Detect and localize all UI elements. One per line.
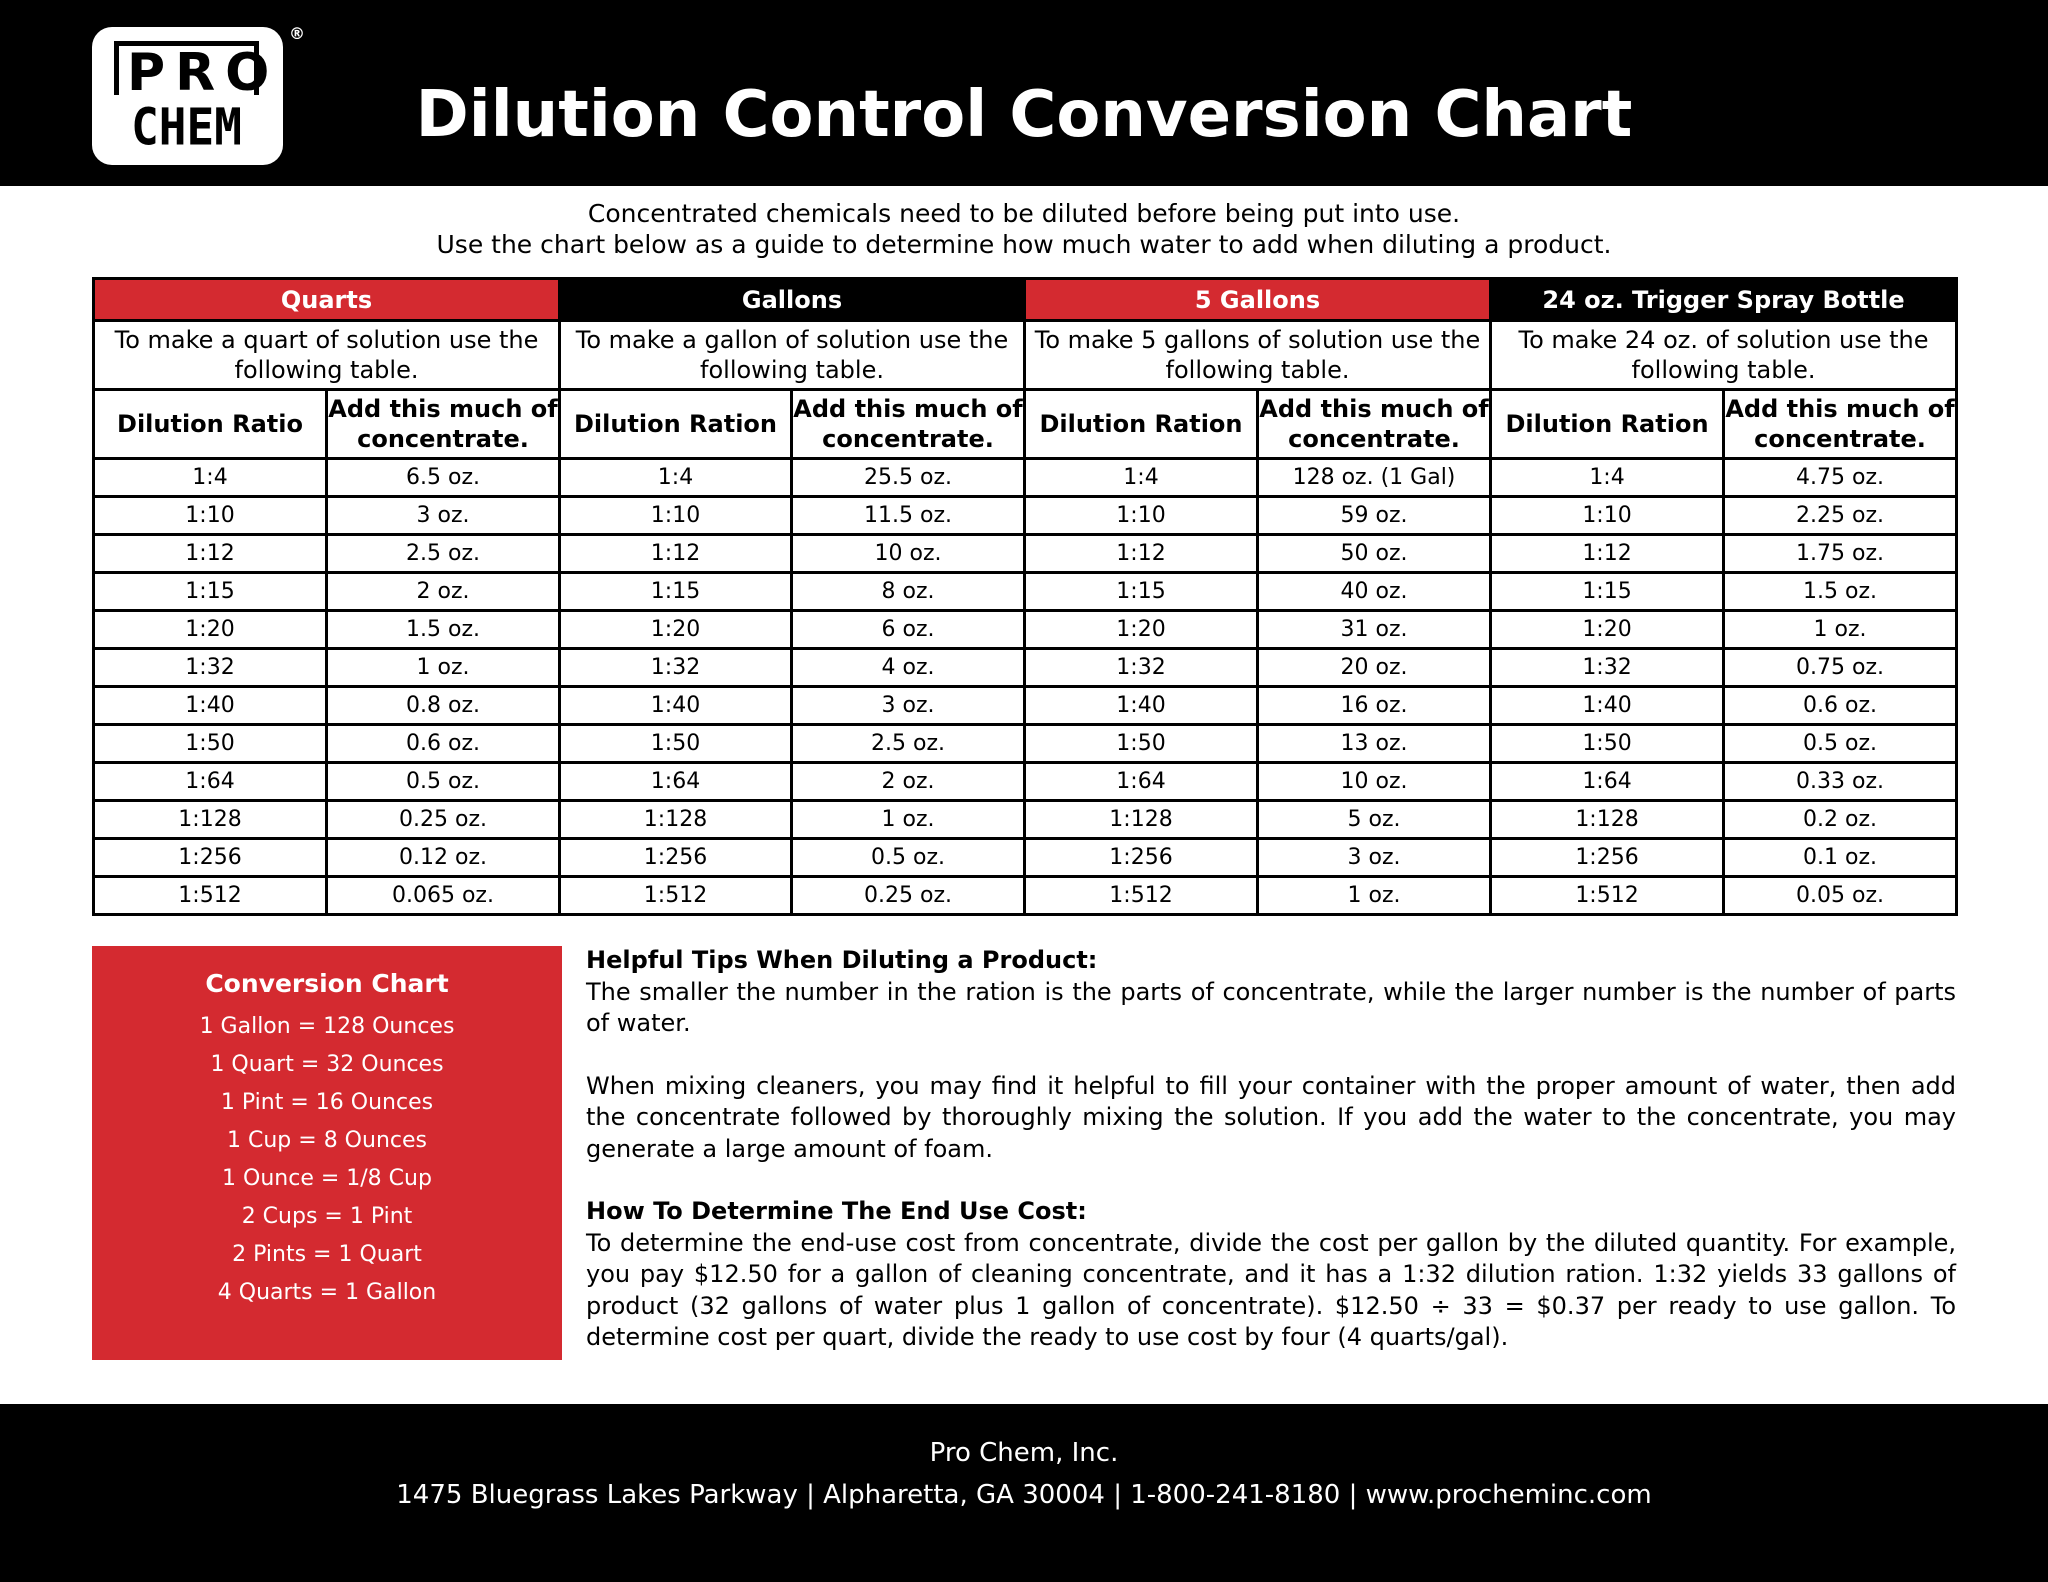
table-row [94,535,1957,573]
ratio-cell: 1:256 [1491,839,1724,877]
ratio-cell: 1:20 [1025,611,1258,649]
amount-cell: 0.33 oz. [1724,763,1957,801]
cost-paragraph: To determine the end-use cost from concentrate, divide the cost per gallon by the diluted quantity. For example, you pay $12.50 for a gallon of cleaning concentrate, and it has a 1:32 dilution ration. 1:32 yields 33 gallons of product (32 gallons of water plus 1 gallon of concentrate). $12.50 ÷ 33 = $0.37 per ready to use gallon. To determine cost per quart, divide the ready to use cost by four (4 quarts/gal). [586,1228,1956,1351]
ratio-cell: 1:4 [1491,459,1724,497]
table-row [94,839,1957,877]
amount-cell: 0.5 oz. [327,763,560,801]
table-row [94,611,1957,649]
column-header-ratio: Dilution Ration [1025,390,1258,459]
ratio-cell: 1:32 [94,649,327,687]
conversion-line: 2 Cups = 1 Pint [241,1204,413,1229]
ratio-cell: 1:15 [1025,573,1258,611]
amount-cell: 1.5 oz. [1724,573,1957,611]
registered-mark: ® [289,24,305,43]
footer-address: 1475 Bluegrass Lakes Parkway | Alpharetta, GA 30004 | 1-800-241-8180 | www.procheminc.com [396,1480,1652,1510]
ratio-cell: 1:64 [560,763,792,801]
amount-cell: 2.5 oz. [327,535,560,573]
conversion-line: 1 Gallon = 128 Ounces [199,1014,455,1039]
ratio-cell: 1:12 [94,535,327,573]
section-title-row [94,279,1957,321]
amount-cell: 3 oz. [792,687,1025,725]
ratio-cell: 1:64 [1025,763,1258,801]
amount-cell: 0.1 oz. [1724,839,1957,877]
column-header-amount: Add this much of concentrate. [1258,390,1491,459]
amount-cell: 1 oz. [1724,611,1957,649]
amount-cell: 16 oz. [1258,687,1491,725]
amount-cell: 0.5 oz. [1724,725,1957,763]
section-desc: To make a gallon of solution use the following table. [560,321,1025,390]
ratio-cell: 1:40 [1491,687,1724,725]
conversion-line: 1 Quart = 32 Ounces [210,1052,444,1077]
ratio-cell: 1:20 [1491,611,1724,649]
section-title-gallons: Gallons [560,279,1025,321]
tips-paragraph: When mixing cleaners, you may find it helpful to fill your container with the proper amount of water, then add the concentrate followed by thoroughly mixing the solution. If you add the water to the concentrate, you may generate a large amount of foam. [586,1071,1956,1163]
logo-chem-text: CHEM [131,97,242,157]
conversion-chart-title: Conversion Chart [205,969,449,998]
amount-cell: 25.5 oz. [792,459,1025,497]
ratio-cell: 1:12 [560,535,792,573]
amount-cell: 0.75 oz. [1724,649,1957,687]
amount-cell: 1 oz. [327,649,560,687]
table-row [94,687,1957,725]
amount-cell: 1.75 oz. [1724,535,1957,573]
footer-bar [0,1404,2048,1582]
section-desc: To make 5 gallons of solution use the following table. [1025,321,1491,390]
amount-cell: 0.5 oz. [792,839,1025,877]
tips-paragraph: The smaller the number in the ration is the parts of concentrate, while the larger number is the number of parts of water. [586,977,1956,1037]
table-row [94,877,1957,915]
ratio-cell: 1:40 [560,687,792,725]
ratio-cell: 1:50 [560,725,792,763]
ratio-cell: 1:512 [1025,877,1258,915]
ratio-cell: 1:512 [94,877,327,915]
amount-cell: 3 oz. [1258,839,1491,877]
footer-company: Pro Chem, Inc. [929,1438,1119,1468]
cost-heading: How To Determine The End Use Cost: [586,1197,1087,1225]
table-row [94,497,1957,535]
ratio-cell: 1:20 [560,611,792,649]
ratio-cell: 1:128 [94,801,327,839]
amount-cell: 1.5 oz. [327,611,560,649]
tips-section [586,945,1956,1354]
amount-cell: 13 oz. [1258,725,1491,763]
ratio-cell: 1:10 [560,497,792,535]
amount-cell: 4.75 oz. [1724,459,1957,497]
amount-cell: 3 oz. [327,497,560,535]
column-header-amount: Add this much of concentrate. [792,390,1025,459]
ratio-cell: 1:50 [1025,725,1258,763]
conversion-line: 1 Ounce = 1/8 Cup [222,1166,432,1191]
ratio-cell: 1:40 [94,687,327,725]
ratio-cell: 1:10 [1491,497,1724,535]
section-title-spray-bottle: 24 oz. Trigger Spray Bottle [1491,279,1957,321]
amount-cell: 0.8 oz. [327,687,560,725]
section-desc: To make a quart of solution use the following table. [94,321,560,390]
ratio-cell: 1:256 [1025,839,1258,877]
ratio-cell: 1:128 [1491,801,1724,839]
ratio-cell: 1:4 [560,459,792,497]
ratio-cell: 1:12 [1491,535,1724,573]
amount-cell: 1 oz. [792,801,1025,839]
amount-cell: 128 oz. (1 Gal) [1258,459,1491,497]
ratio-cell: 1:32 [560,649,792,687]
section-desc: To make 24 oz. of solution use the following table. [1491,321,1957,390]
ratio-cell: 1:15 [560,573,792,611]
amount-cell: 20 oz. [1258,649,1491,687]
intro-line: Concentrated chemicals need to be diluted before being put into use. [587,199,1461,228]
column-header-ratio: Dilution Ratio [94,390,327,459]
amount-cell: 0.6 oz. [1724,687,1957,725]
dilution-table [92,277,1958,916]
amount-cell: 0.05 oz. [1724,877,1957,915]
amount-cell: 11.5 oz. [792,497,1025,535]
amount-cell: 2.25 oz. [1724,497,1957,535]
ratio-cell: 1:4 [1025,459,1258,497]
table-row [94,459,1957,497]
ratio-cell: 1:128 [1025,801,1258,839]
ratio-cell: 1:512 [1491,877,1724,915]
ratio-cell: 1:50 [94,725,327,763]
conversion-line: 2 Pints = 1 Quart [232,1242,422,1267]
ratio-cell: 1:32 [1025,649,1258,687]
amount-cell: 8 oz. [792,573,1025,611]
ratio-cell: 1:64 [94,763,327,801]
amount-cell: 0.12 oz. [327,839,560,877]
ratio-cell: 1:10 [1025,497,1258,535]
column-header-amount: Add this much of concentrate. [327,390,560,459]
ratio-cell: 1:12 [1025,535,1258,573]
amount-cell: 5 oz. [1258,801,1491,839]
table-row [94,573,1957,611]
section-title-quarts: Quarts [94,279,560,321]
column-header-ratio: Dilution Ration [1491,390,1724,459]
amount-cell: 0.25 oz. [327,801,560,839]
amount-cell: 10 oz. [792,535,1025,573]
ratio-cell: 1:4 [94,459,327,497]
page-title [0,75,2048,155]
amount-cell: 59 oz. [1258,497,1491,535]
tips-heading: Helpful Tips When Diluting a Product: [586,946,1098,974]
page-title-text: Dilution Control Conversion Chart [415,78,1633,152]
amount-cell: 0.065 oz. [327,877,560,915]
amount-cell: 10 oz. [1258,763,1491,801]
table-row [94,725,1957,763]
ratio-cell: 1:10 [94,497,327,535]
ratio-cell: 1:50 [1491,725,1724,763]
amount-cell: 6.5 oz. [327,459,560,497]
amount-cell: 40 oz. [1258,573,1491,611]
table-row [94,763,1957,801]
ratio-cell: 1:32 [1491,649,1724,687]
ratio-cell: 1:15 [1491,573,1724,611]
ratio-cell: 1:128 [560,801,792,839]
ratio-cell: 1:256 [94,839,327,877]
intro-text [0,198,2048,260]
amount-cell: 2 oz. [327,573,560,611]
amount-cell: 0.25 oz. [792,877,1025,915]
header-bar [0,0,2048,186]
ratio-cell: 1:40 [1025,687,1258,725]
table-body [94,459,1957,915]
amount-cell: 2 oz. [792,763,1025,801]
ratio-cell: 1:256 [560,839,792,877]
amount-cell: 50 oz. [1258,535,1491,573]
amount-cell: 31 oz. [1258,611,1491,649]
column-header-row [94,390,1957,459]
table-row [94,649,1957,687]
ratio-cell: 1:64 [1491,763,1724,801]
conversion-chart-box [92,946,562,1360]
amount-cell: 0.2 oz. [1724,801,1957,839]
section-desc-row [94,321,1957,390]
intro-line: Use the chart below as a guide to determine how much water to add when diluting a product. [436,230,1612,259]
conversion-line: 1 Pint = 16 Ounces [220,1090,434,1115]
section-title-5-gallons: 5 Gallons [1025,279,1491,321]
amount-cell: 4 oz. [792,649,1025,687]
logo-pro-text: PRO [114,41,259,95]
ratio-cell: 1:20 [94,611,327,649]
conversion-line: 4 Quarts = 1 Gallon [217,1280,437,1305]
ratio-cell: 1:512 [560,877,792,915]
amount-cell: 1 oz. [1258,877,1491,915]
column-header-ratio: Dilution Ration [560,390,792,459]
table-row [94,801,1957,839]
ratio-cell: 1:15 [94,573,327,611]
amount-cell: 6 oz. [792,611,1025,649]
column-header-amount: Add this much of concentrate. [1724,390,1957,459]
amount-cell: 0.6 oz. [327,725,560,763]
amount-cell: 2.5 oz. [792,725,1025,763]
conversion-line: 1 Cup = 8 Ounces [227,1128,427,1153]
